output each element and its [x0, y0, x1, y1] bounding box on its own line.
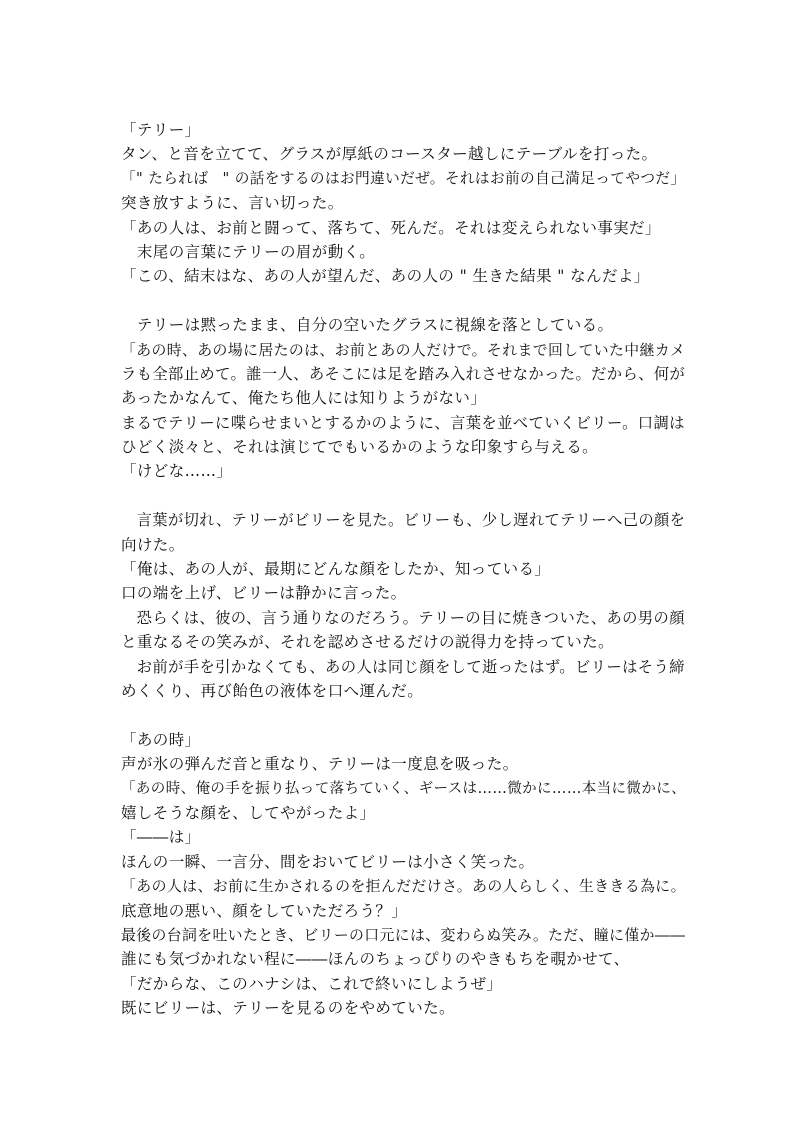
text-line: 恐らくは、彼の、言う通りなのだろう。テリーの目に焼きついた、あの男の顔	[121, 608, 685, 627]
text-line: 「あの人は、お前と闘って、落ちて、死んだ。それは変えられない事実だ」	[121, 218, 661, 237]
text-line: タン、と音を立てて、グラスが厚紙のコースター越しにテーブルを打った。	[121, 145, 658, 164]
text-line: 既にビリーは、テリーを見るのをやめていた。	[121, 999, 455, 1018]
blank-line	[121, 289, 691, 313]
text-line: テリーは黙ったまま、自分の空いたグラスに視線を落としている。	[121, 316, 614, 335]
text-line: 言葉が切れ、テリーがビリーを見た。ビリーも、少し遅れてテリーへ己の顔を	[121, 511, 686, 530]
text-line: 突き放すように、言い切った。	[121, 194, 344, 213]
text-line: 「――は」	[121, 828, 201, 847]
text-line: 誰にも気づかれない程に――ほんのちょっぴりのやきもちを覗かせて、	[121, 950, 630, 969]
text-line: ラも全部止めて。誰一人、あそこには足を踏み入れさせなかった。だから、何が	[121, 364, 686, 383]
text-line: 向けた。	[121, 535, 185, 554]
text-line: 「あの時、あの場に居たのは、お前とあの人だけで。それまで回していた中継カメ	[121, 340, 686, 359]
text-line: 「だからな、このハナシは、これで終いにしようぜ」	[121, 974, 503, 993]
text-line: まるでテリーに喋らせまいとするかのように、言葉を並べていくビリー。口調は	[121, 413, 685, 432]
text-line: と重なるその笑みが、それを認めさせるだけの説得力を持っていた。	[121, 633, 614, 652]
text-line: 末尾の言葉にテリーの眉が動く。	[121, 242, 376, 261]
text-line: 「あの時、俺の手を振り払って落ちていく、ギースは……微かに……本当に微かに、	[121, 780, 687, 797]
text-line: お前が手を引かなくても、あの人は同じ顔をして逝ったはず。ビリーはそう締	[121, 657, 685, 676]
document-body	[121, 118, 691, 1020]
text-line: 嬉しそうな顔を、してやがったよ」	[121, 803, 376, 822]
text-line: ひどく淡々と、それは演じてでもいるかのような印象すら与える。	[121, 438, 599, 457]
text-line: 底意地の悪い、顔をしていただろう？」	[121, 901, 408, 920]
text-line: 口の端を上げ、ビリーは静かに言った。	[121, 584, 407, 603]
text-line: 「けどな……」	[121, 462, 233, 481]
text-line: 「" たらればﾠ" の話をするのはお門違いだぜ。それはお前の自己満足ってやつだ」	[121, 169, 686, 187]
text-line: 「あの時」	[121, 730, 201, 749]
text-line: 声が氷の弾んだ音と重なり、テリーは一度息を吸った。	[121, 755, 519, 774]
text-line: ほんの一瞬、一言分、間をおいてビリーは小さく笑った。	[121, 852, 535, 871]
text-line: あったかなんて、俺たち他人には知りようがない」	[121, 389, 487, 408]
text-line: 「俺は、あの人が、最期にどんな顔をしたか、知っている」	[121, 560, 551, 579]
text-line: 最後の台詞を吐いたとき、ビリーの口元には、変わらぬ笑み。ただ、瞳に僅か――	[121, 925, 686, 944]
blank-line	[121, 703, 691, 727]
blank-line	[121, 484, 691, 508]
text-line: 「テリー」	[121, 121, 201, 139]
text-line: 「この、結末はな、あの人が望んだ、あの人の " 生きた結果 " なんだよ」	[121, 267, 650, 286]
text-line: 「あの人は、お前に生かされるのを拒んだだけさ。あの人らしく、生ききる為に。	[121, 877, 686, 896]
text-line: めくくり、再び飴色の液体を口へ運んだ。	[121, 681, 424, 700]
